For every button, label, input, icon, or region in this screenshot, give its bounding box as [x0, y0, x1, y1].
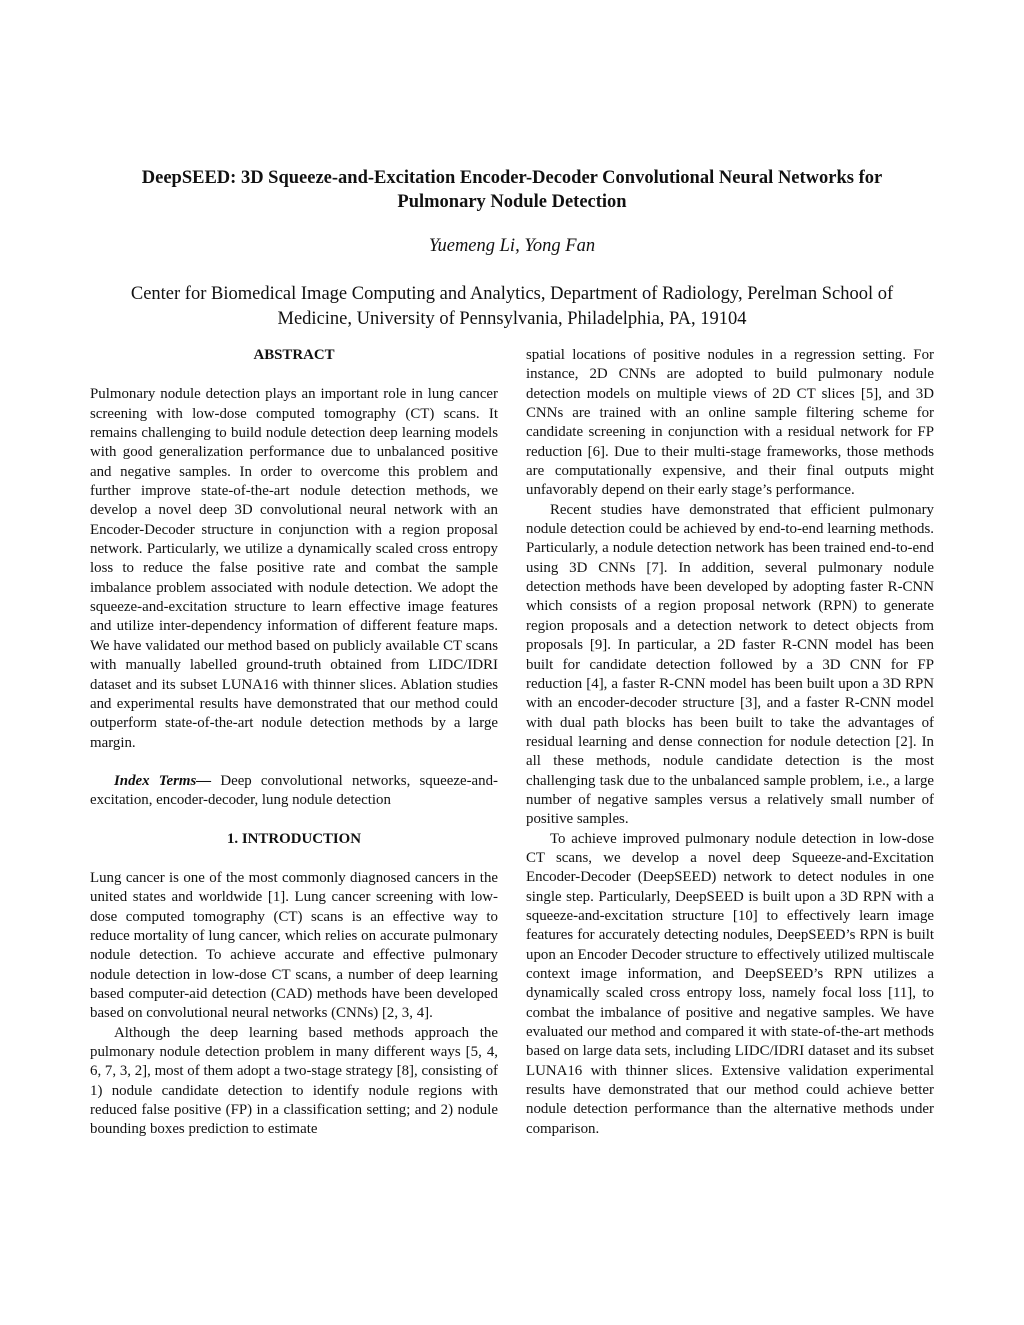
index-terms-label: Index Terms—	[114, 772, 212, 789]
affiliation	[60, 282, 964, 332]
abstract-text: Pulmonary nodule detection plays an important role in lung cancer screening with low-dose computed tomography (CT) scans. It remains challenging to build nodule detection deep learning models with good generalization performance due to unbalanced positive and negative samples. In order to overcome this problem and further improve state-of-the-art nodule detection methods, we develop a novel deep 3D convolutional neural network with an Encoder-Decoder structure in conjunction with a region proposal network. Particularly, we utilize a dynamically scaled cross entropy loss to reduce the false positive rate and combat the sample imbalance problem associated with nodule detection. We adopt the squeeze-and-excitation structure to learn effective image features and utilize inter-dependency information of different feature maps. We have validated our method based on publicly available CT scans with manually labelled ground-truth obtained from LIDC/IDRI dataset and its subset LUNA16 with thinner slices. Ablation studies and experimental results have demonstrated that our method could outperform state-of-the-art nodule detection methods by a large margin.	[90, 386, 498, 751]
introduction-heading: 1. INTRODUCTION	[226, 830, 362, 847]
intro-paragraph-3: Recent studies have demonstrated that efficient pulmonary nodule detection could be achieved by end-to-end learning methods. Particularly, a nodule detection network has been trained end-to-end using 3D CNNs [7]. In addition, several pulmonary nodule detection methods have been developed by adopting faster R-CNN which consists of a region proposal network (RPN) to generate region proposals and a detection network to detect objects from proposals [9]. In particular, a 2D faster R-CNN model has been built for candidate detection followed by a 3D CNN for FP reduction [4], a faster R-CNN model has been built upon a 3D RPN with an encoder-decoder structure [3], and a faster R-CNN model with dual path blocks has been built to take the advantages of residual learning and dense connection for nodule detection [2]. In all these methods, nodule candidate detection is the most challenging task due to the unbalanced sample problem, i.e., a large number of negative samples versus a relatively small number of positive samples.	[526, 501, 934, 828]
index-terms-text: Deep convolutional networks, squeeze-and-excitation, encoder-decoder, lung nodule detection	[90, 772, 498, 809]
affiliation-line1: Center for Biomedical Image Computing and Analytics, Department of Radiology, Perelman School of	[130, 284, 894, 304]
intro-paragraph-4: To achieve improved pulmonary nodule detection in low-dose CT scans, we develop a novel deep Squeeze-and-Excitation Encoder-Decoder (DeepSEED) network to detect nodules in one single step. Particularly, DeepSEED is built upon a 3D RPN with a squeeze-and-excitation structure [10] to effectively learn image features for accurately detecting nodules, DeepSEED’s RPN is built upon an Encoder Decoder structure to effectively utilized multiscale context image information, and DeepSEED’s RPN utilizes a dynamically scaled cross entropy loss, namely focal loss [11], to combat the imbalance of positive and negative samples. We have evaluated our method and compared it with state-of-the-art methods based on large data sets, including LIDC/IDRI dataset and its subset LUNA16 with thinner slices. Extensive validation experimental results have demonstrated that our method could achieve better nodule detection performance than the alternative methods under comparison.	[526, 830, 934, 1137]
intro-paragraph-1: Lung cancer is one of the most commonly diagnosed cancers in the united states and worldwide [1]. Lung cancer screening with low-dose computed tomography (CT) scans is an effective way to reduce mortality of lung cancer, which relies on accurate pulmonary nodule detection. To achieve accurate and effective pulmonary nodule detection in low-dose CT scans, a number of deep learning based computer-aid detection (CAD) methods have been developed based on convolutional neural networks (CNNs) [2, 3, 4].	[90, 869, 498, 1022]
right-column	[526, 346, 934, 1139]
paper-title-line1: DeepSEED: 3D Squeeze-and-Excitation Encoder-Decoder Convolutional Neural Networks for	[141, 168, 883, 188]
paper-title	[60, 166, 964, 214]
intro-paragraph-2: Although the deep learning based methods approach the pulmonary nodule detection problem in many different ways [5, 4, 6, 7, 3, 2], most of them adopt a two-stage strategy [8], consisting of 1) nodule candidate detection to identify nodule regions with reduced false positive (FP) in a classification setting; and 2) nodule bounding boxes prediction to estimate	[90, 1024, 498, 1138]
affiliation-line2: Medicine, University of Pennsylvania, Philadelphia, PA, 19104	[277, 309, 747, 329]
index-terms	[90, 772, 498, 811]
authors: Yuemeng Li, Yong Fan	[428, 236, 596, 256]
left-column	[90, 346, 498, 1140]
paper-title-line2: Pulmonary Nodule Detection	[397, 192, 627, 212]
abstract-heading: ABSTRACT	[253, 347, 335, 363]
intro-paragraph-2-continued: spatial locations of positive nodules in a regression setting. For instance, 2D CNNs are adopted to build pulmonary nodule detection models on multiple views of 2D CT slices [5], and 3D CNNs are trained with an online sample filtering scheme for candidate screening in conjunction with a residual network for FP reduction [6]. Due to their multi-stage frameworks, those methods are computationally expensive, and their final outputs might unfavorably depend on their early stage’s performance.	[526, 347, 934, 499]
